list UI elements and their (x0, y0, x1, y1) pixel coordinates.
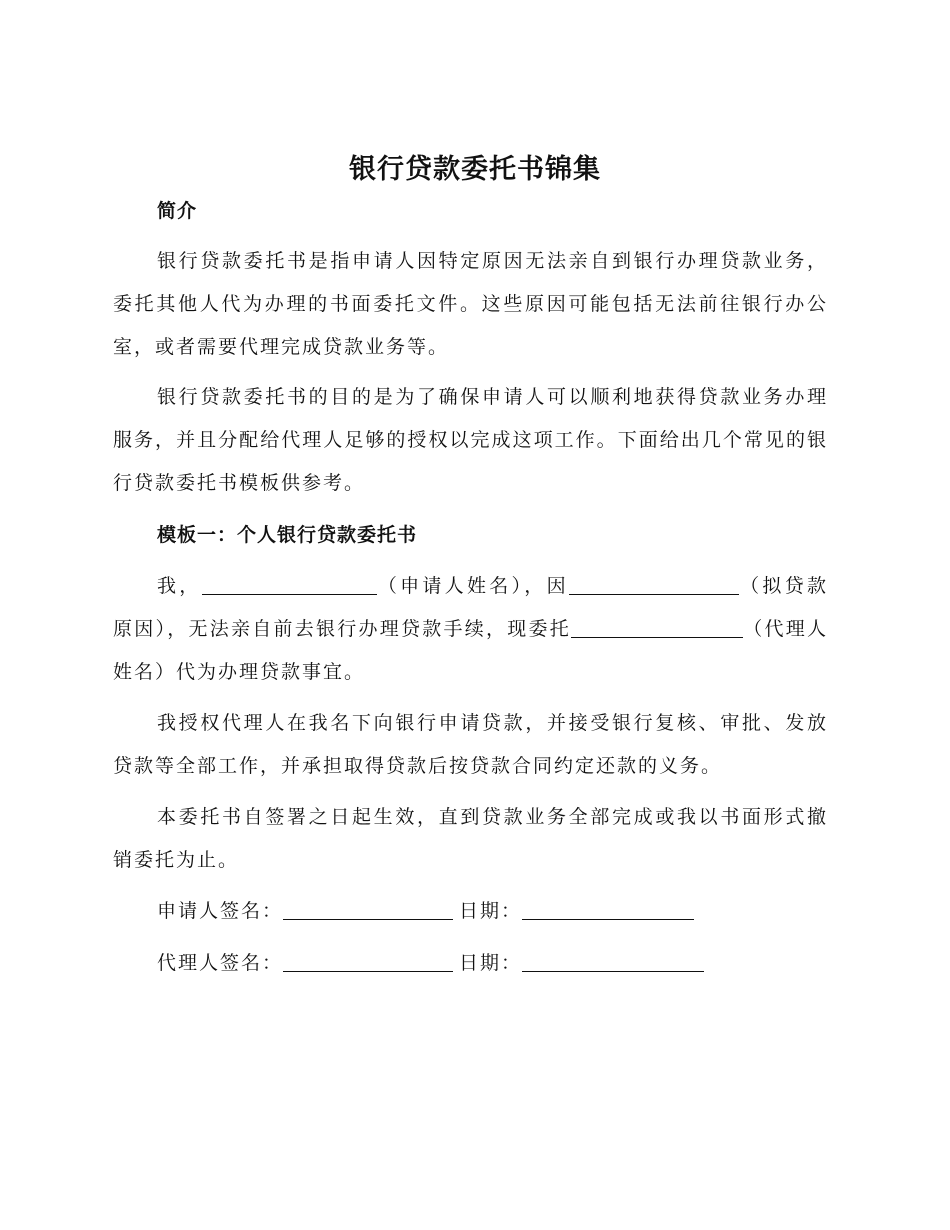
template1-paragraph-3: 本委托书自签署之日起生效，直到贷款业务全部完成或我以书面形式撤销委托为止。 (113, 806, 828, 871)
agent-name-blank (571, 615, 743, 638)
agent-signature-row (157, 948, 704, 978)
para1-seg4: （代理人姓名）代为办理贷款事宜。 (113, 618, 828, 683)
applicant-sign-label: 申请人签名： (157, 900, 284, 922)
applicant-signature-blank (283, 897, 453, 920)
intro-paragraph-1: 银行贷款委托书是指申请人因特定原因无法亲自到银行办理贷款业务，委托其他人代为办理的书面委托文件。这些原因可能包括无法前往银行办公室，或者需要代理完成贷款业务等。 (113, 250, 828, 358)
applicant-name-blank (202, 572, 377, 595)
template1-heading: 模板一：个人银行贷款委托书 (157, 524, 418, 546)
para1-seg1: 我， (157, 575, 202, 597)
agent-date-label: 日期： (459, 952, 523, 974)
loan-reason-blank (569, 572, 739, 595)
agent-sign-label: 代理人签名： (157, 952, 284, 974)
agent-date-blank (522, 949, 704, 972)
applicant-signature-row (157, 896, 694, 926)
intro-paragraph-2: 银行贷款委托书的目的是为了确保申请人可以顺利地获得贷款业务办理服务，并且分配给代理人足够的授权以完成这项工作。下面给出几个常见的银行贷款委托书模板供参考。 (113, 386, 828, 494)
document-title: 银行贷款委托书锦集 (349, 154, 601, 185)
intro-heading: 简介 (157, 200, 198, 222)
template1-paragraph-2: 我授权代理人在我名下向银行申请贷款，并接受银行复核、审批、发放贷款等全部工作，并承担取得贷款后按贷款合同约定还款的义务。 (113, 712, 828, 777)
applicant-date-label: 日期： (459, 900, 523, 922)
applicant-date-blank (522, 897, 694, 920)
agent-signature-blank (283, 949, 453, 972)
template1-paragraph-1 (113, 565, 828, 694)
para1-seg2: （申请人姓名），因 (376, 575, 569, 597)
para1-seg3: （拟贷款原因），无法亲自前去银行办理贷款手续，现委托 (113, 575, 828, 640)
